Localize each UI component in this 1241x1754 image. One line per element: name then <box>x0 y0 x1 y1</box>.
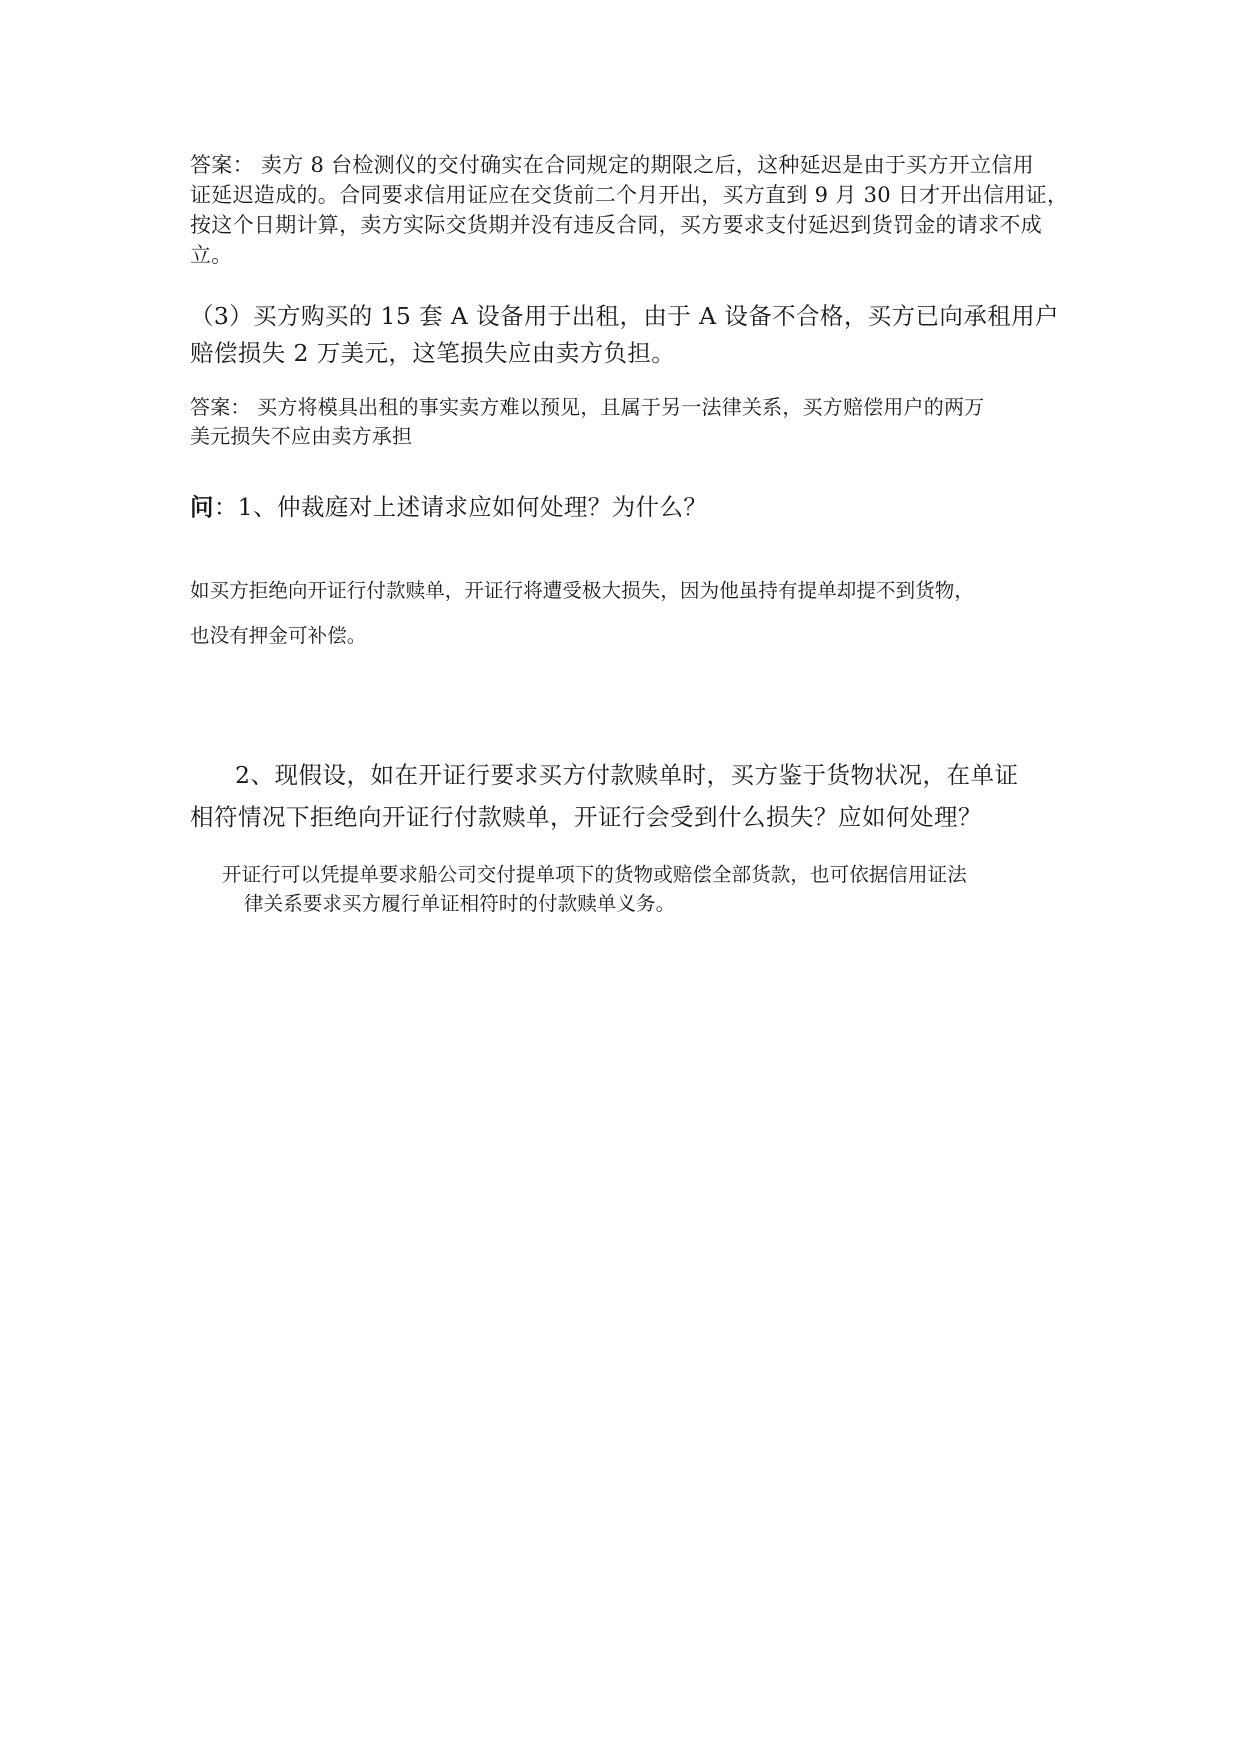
question-1 <box>190 490 1060 524</box>
text-line: （3）买方购买的 15 套 A 设备用于出租，由于 A 设备不合格，买方已向承租用户 <box>190 302 1059 330</box>
text-line: 答案： 买方将模具出租的事实卖方难以预见，且属于另一法律关系，买方赔偿用户的两万 <box>190 395 985 419</box>
answer-paragraph-lease <box>190 393 1060 451</box>
text-line: 按这个日期计算，卖方实际交货期并没有违反合同，买方要求支付延迟到货罚金的请求不成 <box>190 213 1042 237</box>
claim-paragraph-3 <box>190 298 1060 372</box>
text-line: 答案： 卖方 8 台检测仪的交付确实在合同规定的期限之后，这种延迟是由于买方开立信用 <box>190 153 1034 177</box>
text-line: 如买方拒绝向开证行付款赎单，开证行将遭受极大损失，因为他虽持有提单却提不到货物， <box>190 579 975 602</box>
text-line: 赔偿损失 2 万美元，这笔损失应由卖方负担。 <box>190 339 676 367</box>
text-line: 也没有押金可补偿。 <box>190 624 367 647</box>
text-line: 美元损失不应由卖方承担 <box>190 424 413 448</box>
text-line: 2、现假设，如在开证行要求买方付款赎单时，买方鉴于货物状况，在单证 <box>235 761 1019 789</box>
text-line: 证延迟造成的。合同要求信用证应在交货前二个月开出，买方直到 9 月 30 日才开出信用证， <box>190 183 1069 207</box>
question-text: ：1、仲裁庭对上述请求应如何处理？为什么？ <box>213 493 708 521</box>
text-line: 立。 <box>190 243 233 267</box>
text-line: 相符情况下拒绝向开证行付款赎单，开证行会受到什么损失？应如何处理？ <box>190 803 982 831</box>
answer-paragraph-delay <box>190 150 1069 270</box>
question-line <box>190 490 1060 524</box>
text-line: 开证行可以凭提单要求船公司交付提单项下的货物或赔偿全部货款，也可依据信用证法 <box>222 863 967 886</box>
question-label: 问 <box>190 493 214 521</box>
text-line: 律关系要求买方履行单证相符时的付款赎单义务。 <box>244 892 676 915</box>
answer-paragraph-q2 <box>222 860 1062 918</box>
question-2 <box>190 754 1060 838</box>
answer-paragraph-q1 <box>190 568 1060 658</box>
